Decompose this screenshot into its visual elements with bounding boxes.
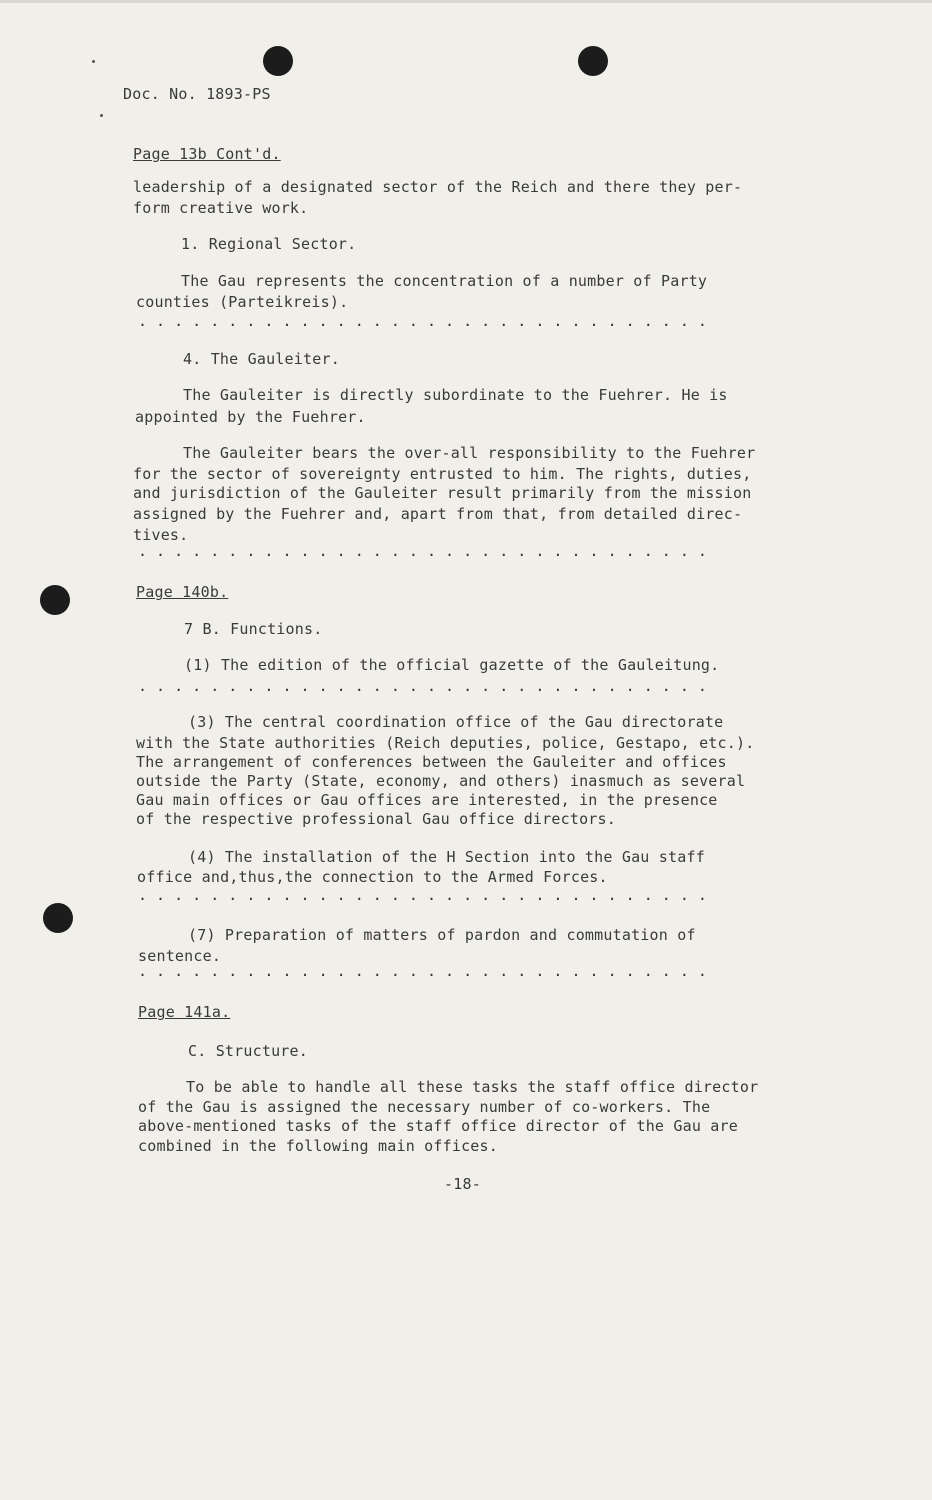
page-reference: Page 13b Cont'd. <box>133 145 281 163</box>
page-reference: Page 140b. <box>136 583 229 601</box>
omission-dots: . . . . . . . . . . . . . . . . . . . . . . . . . . . . . . . . <box>138 677 707 695</box>
paragraph-line: (3) The central coordination office of the Gau directorate <box>188 713 724 731</box>
paragraph-line: (7) Preparation of matters of pardon and commutation of <box>188 926 696 944</box>
page-number: -18- <box>444 1175 481 1193</box>
punch-hole <box>263 46 293 76</box>
punch-hole <box>40 585 70 615</box>
omission-dots: . . . . . . . . . . . . . . . . . . . . . . . . . . . . . . . . <box>138 542 707 560</box>
paragraph-line: To be able to handle all these tasks the staff office director <box>186 1078 759 1096</box>
section-heading: 1. Regional Sector. <box>181 235 357 253</box>
punch-hole <box>43 903 73 933</box>
paragraph-line: Gau main offices or Gau offices are interested, in the presence <box>136 791 718 809</box>
paragraph-line: counties (Parteikreis). <box>136 293 349 311</box>
page-reference: Page 141a. <box>138 1003 231 1021</box>
ink-speck <box>100 114 103 117</box>
paragraph-line: The Gauleiter is directly subordinate to the Fuehrer. He is <box>183 386 728 404</box>
document-number: Doc. No. 1893-PS <box>123 85 271 103</box>
paragraph-line: sentence. <box>138 947 222 965</box>
paragraph-line: with the State authorities (Reich deputies, police, Gestapo, etc.). <box>136 734 755 752</box>
paragraph-line: of the Gau is assigned the necessary number of co-workers. The <box>138 1098 711 1116</box>
omission-dots: . . . . . . . . . . . . . . . . . . . . . . . . . . . . . . . . <box>138 886 707 904</box>
paragraph-line: and jurisdiction of the Gauleiter result primarily from the mission <box>133 484 752 502</box>
section-heading: 7 B. Functions. <box>184 620 323 638</box>
paragraph-line: office and,thus,the connection to the Armed Forces. <box>137 868 608 886</box>
omission-dots: . . . . . . . . . . . . . . . . . . . . . . . . . . . . . . . . <box>138 962 707 980</box>
ink-speck <box>92 60 95 63</box>
punch-hole <box>578 46 608 76</box>
paragraph-line: The arrangement of conferences between the Gauleiter and offices <box>136 753 727 771</box>
top-edge <box>0 0 932 3</box>
paragraph-line: of the respective professional Gau office directors. <box>136 810 616 828</box>
paragraph-line: (4) The installation of the H Section into the Gau staff <box>188 848 705 866</box>
paragraph-line: form creative work. <box>133 199 309 217</box>
paragraph-line: outside the Party (State, economy, and others) inasmuch as several <box>136 772 746 790</box>
paragraph-line: above-mentioned tasks of the staff office director of the Gau are <box>138 1117 738 1135</box>
paragraph-line: appointed by the Fuehrer. <box>135 408 366 426</box>
paragraph-line: for the sector of sovereignty entrusted to him. The rights, duties, <box>133 465 752 483</box>
omission-dots: . . . . . . . . . . . . . . . . . . . . . . . . . . . . . . . . <box>138 312 707 330</box>
section-heading: C. Structure. <box>188 1042 308 1060</box>
paragraph-line: tives. <box>133 526 189 544</box>
paragraph-line: leadership of a designated sector of the Reich and there they per- <box>133 178 743 196</box>
section-heading: 4. The Gauleiter. <box>183 350 340 368</box>
paragraph-line: The Gauleiter bears the over-all responsibility to the Fuehrer <box>183 444 756 462</box>
paragraph-line: combined in the following main offices. <box>138 1137 498 1155</box>
paragraph-line: The Gau represents the concentration of a number of Party <box>181 272 708 290</box>
paragraph-line: (1) The edition of the official gazette of the Gauleitung. <box>184 656 720 674</box>
paragraph-line: assigned by the Fuehrer and, apart from that, from detailed direc- <box>133 505 743 523</box>
